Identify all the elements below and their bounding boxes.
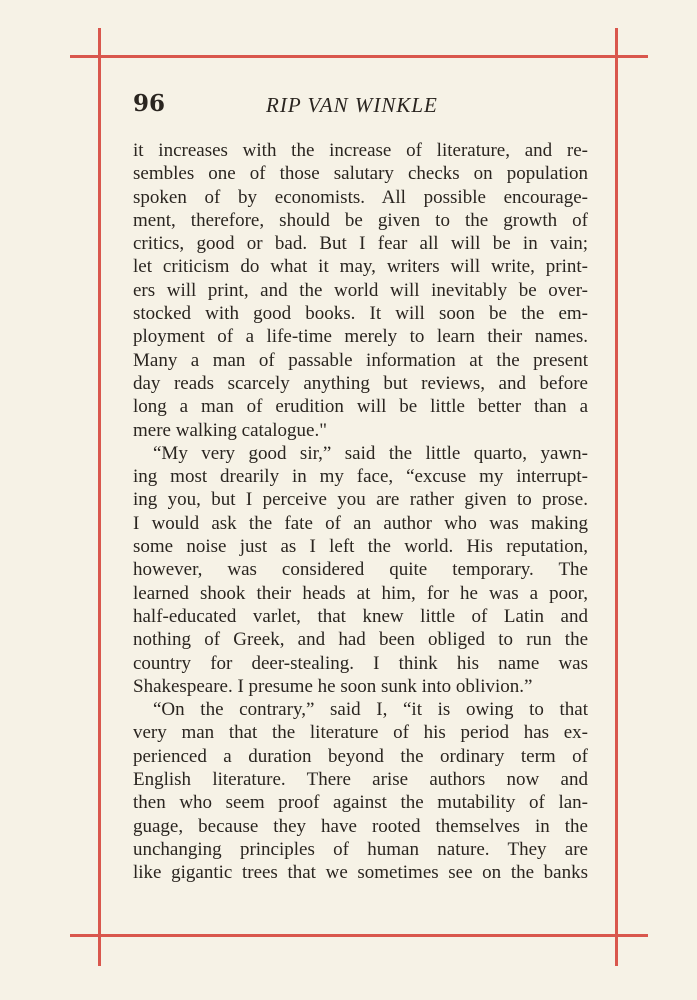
text-line: Many a man of passable information at the present	[133, 349, 588, 371]
text-line: spoken of by economists. All possible encourage-	[133, 186, 588, 208]
text-line: day reads scarcely anything but reviews, and before	[133, 372, 588, 394]
text-line: some noise just as I left the world. His reputation,	[133, 536, 588, 558]
text-line: guage, because they have rooted themselves in the	[133, 815, 588, 837]
text-line: then who seem proof against the mutability of lan-	[133, 792, 588, 814]
text-line: critics, good or bad. But I fear all will be in vain;	[133, 233, 588, 255]
text-line: ing you, but I perceive you are rather given to prose.	[133, 489, 588, 511]
text-line: country for deer-stealing. I think his name was	[133, 652, 588, 674]
text-line: I would ask the fate of an author who was making	[133, 512, 588, 534]
page-number: 96	[133, 90, 166, 117]
text-line: “My very good sir,” said the little quarto, yawn-	[153, 442, 588, 464]
text-line: long a man of erudition will be little better than a	[133, 396, 588, 418]
text-line: ers will print, and the world will inevitably be over-	[133, 279, 588, 301]
text-line: learned shook their heads at him, for he was a poor,	[133, 582, 588, 604]
text-line: Shakespeare. I presume he soon sunk into oblivion.”	[133, 675, 533, 697]
left-border-rule	[98, 28, 101, 966]
text-line: ployment of a life-time merely to learn their names.	[133, 326, 588, 348]
text-line: sembles one of those salutary checks on population	[133, 163, 588, 185]
text-line: half-educated varlet, that knew little of Latin and	[133, 605, 588, 627]
text-line: stocked with good books. It will soon be the em-	[133, 303, 588, 325]
text-line: “On the contrary,” said I, “it is owing to that	[153, 699, 588, 721]
text-line: perienced a duration beyond the ordinary term of	[133, 745, 588, 767]
text-line: ment, therefore, should be given to the growth of	[133, 209, 588, 231]
text-line: English literature. There arise authors now and	[133, 769, 588, 791]
text-line: it increases with the increase of literature, and re-	[133, 140, 588, 161]
text-line: let criticism do what it may, writers will write, print-	[133, 256, 588, 278]
text-line: unchanging principles of human nature. They are	[133, 838, 588, 860]
top-border-rule	[70, 55, 648, 58]
right-border-rule	[615, 28, 618, 966]
running-title: RIP VAN WINKLE	[266, 93, 438, 117]
text-line: like gigantic trees that we sometimes see on the banks	[133, 862, 588, 884]
text-line: nothing of Greek, and had been obliged to run the	[133, 629, 588, 651]
text-line: very man that the literature of his period has ex-	[133, 722, 588, 744]
body-text	[133, 139, 588, 885]
text-line: however, was considered quite temporary. The	[133, 559, 588, 581]
text-line: ing most drearily in my face, “excuse my interrupt-	[133, 466, 588, 488]
page-header	[133, 90, 588, 120]
bottom-border-rule	[70, 934, 648, 937]
text-line: mere walking catalogue."	[133, 419, 327, 441]
